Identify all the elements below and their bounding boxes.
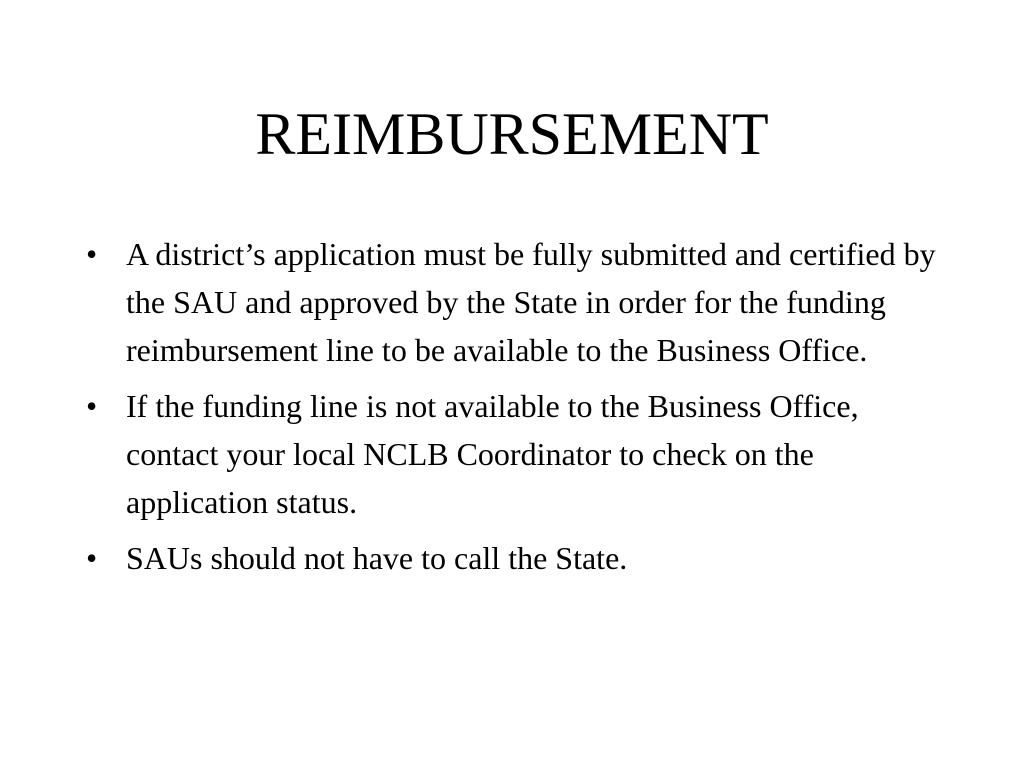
bullet-text: A district’s application must be fully submitted and certified by the SAU and approved by the State in order for the funding reimbursement line to be available to the Business Office. [126, 236, 936, 368]
slide-title: REIMBURSEMENT [255, 101, 769, 167]
bullet-icon: • [86, 540, 98, 576]
bullet-icon: • [86, 236, 98, 272]
bullet-item [86, 230, 946, 374]
bullet-item [86, 534, 946, 582]
bullet-item [86, 382, 946, 526]
bullet-text: SAUs should not have to call the State. [126, 540, 628, 576]
bullet-icon: • [86, 388, 98, 424]
bullet-list [86, 230, 946, 590]
bullet-text: If the funding line is not available to the Business Office, contact your local NCLB Coordinator to check on the application status. [126, 388, 859, 520]
